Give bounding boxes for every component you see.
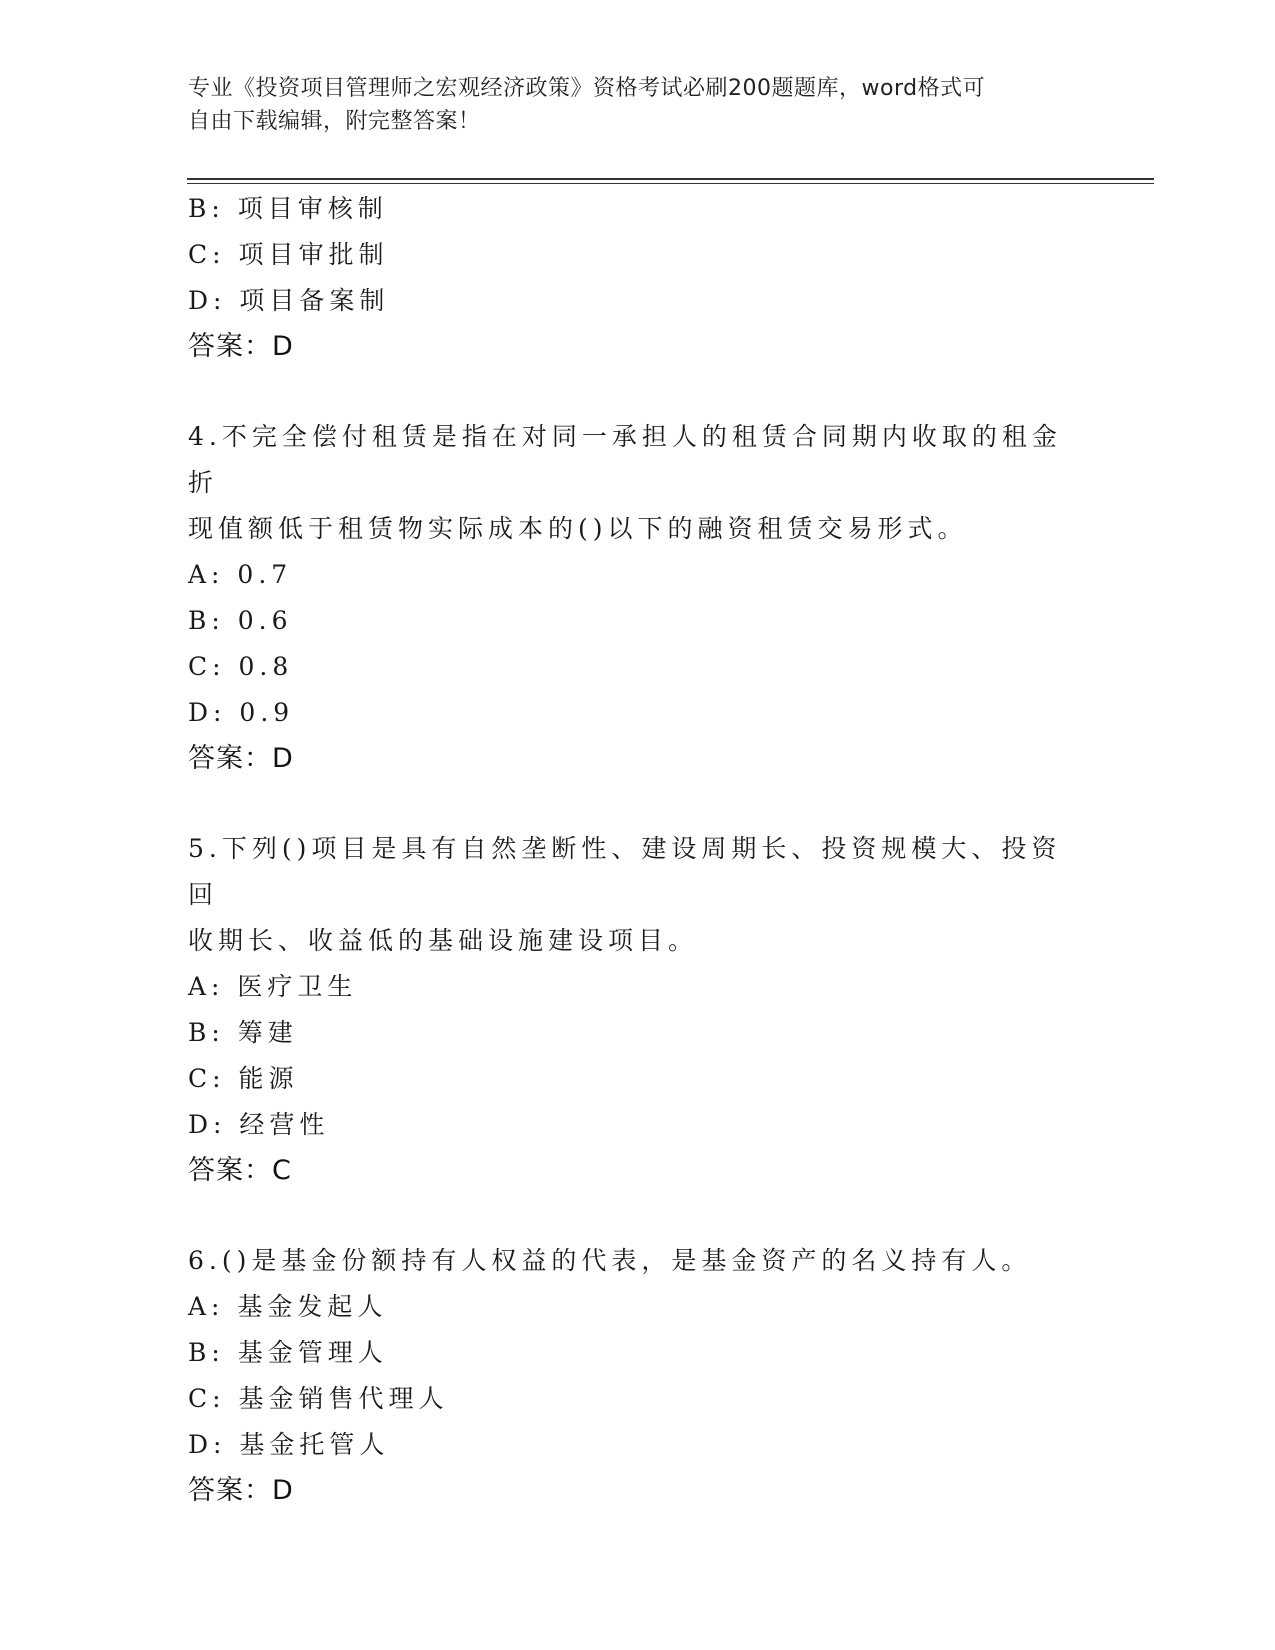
question-6: [188, 1238, 1068, 1514]
question-5-stem-line-2: 收期长、收益低的基础设施建设项目。: [188, 926, 699, 955]
question-3-option-c: C: 项目审批制: [188, 240, 389, 269]
question-5-stem-line-1: 5.下列()项目是具有自然垄断性、建设周期长、投资规模大、投资回: [188, 834, 1062, 909]
question-5: [188, 826, 1068, 1194]
spacer: [188, 782, 1068, 826]
question-4-stem-line-2: 现值额低于租赁物实际成本的()以下的融资租赁交易形式。: [188, 514, 968, 543]
question-4-option-c: C: 0.8: [188, 652, 294, 681]
question-list: [188, 186, 1068, 1514]
header-title-line-2: 自由下载编辑，附完整答案！: [188, 109, 481, 134]
question-5-option-d: D: 经营性: [188, 1110, 330, 1139]
header-divider-thick: [187, 178, 1154, 180]
question-4-option-b: B: 0.6: [188, 606, 293, 635]
question-6-option-d: D: 基金托管人: [188, 1430, 390, 1459]
question-6-option-a: A: 基金发起人: [188, 1292, 388, 1321]
question-6-option-c: C: 基金销售代理人: [188, 1384, 449, 1413]
header-title-line-1: 专业《投资项目管理师之宏观经济政策》资格考试必刷200题题库，word格式可: [188, 76, 986, 101]
question-3-answer: 答案：D: [188, 331, 294, 362]
question-5-option-c: C: 能源: [188, 1064, 299, 1093]
spacer: [188, 1194, 1068, 1238]
question-4-stem-line-1: 4.不完全偿付租赁是指在对同一承担人的租赁合同期内收取的租金折: [188, 422, 1062, 497]
question-3-tail: [188, 186, 1068, 370]
question-3-option-b: B: 项目审核制: [188, 194, 388, 223]
question-3-option-d: D: 项目备案制: [188, 286, 390, 315]
question-4: [188, 414, 1068, 782]
question-5-option-a: A: 医疗卫生: [188, 972, 358, 1001]
question-6-option-b: B: 基金管理人: [188, 1338, 388, 1367]
spacer: [188, 370, 1068, 414]
question-5-answer: 答案：C: [188, 1155, 292, 1186]
question-6-stem-line-1: 6.()是基金份额持有人权益的代表，是基金资产的名义持有人。: [188, 1246, 1032, 1275]
document-header: [188, 72, 1068, 138]
question-4-option-a: A: 0.7: [188, 560, 293, 589]
question-5-option-b: B: 筹建: [188, 1018, 298, 1047]
question-6-answer: 答案：D: [188, 1475, 294, 1506]
question-4-answer: 答案：D: [188, 743, 294, 774]
question-4-option-d: D: 0.9: [188, 698, 295, 727]
header-divider-thin: [187, 183, 1154, 184]
